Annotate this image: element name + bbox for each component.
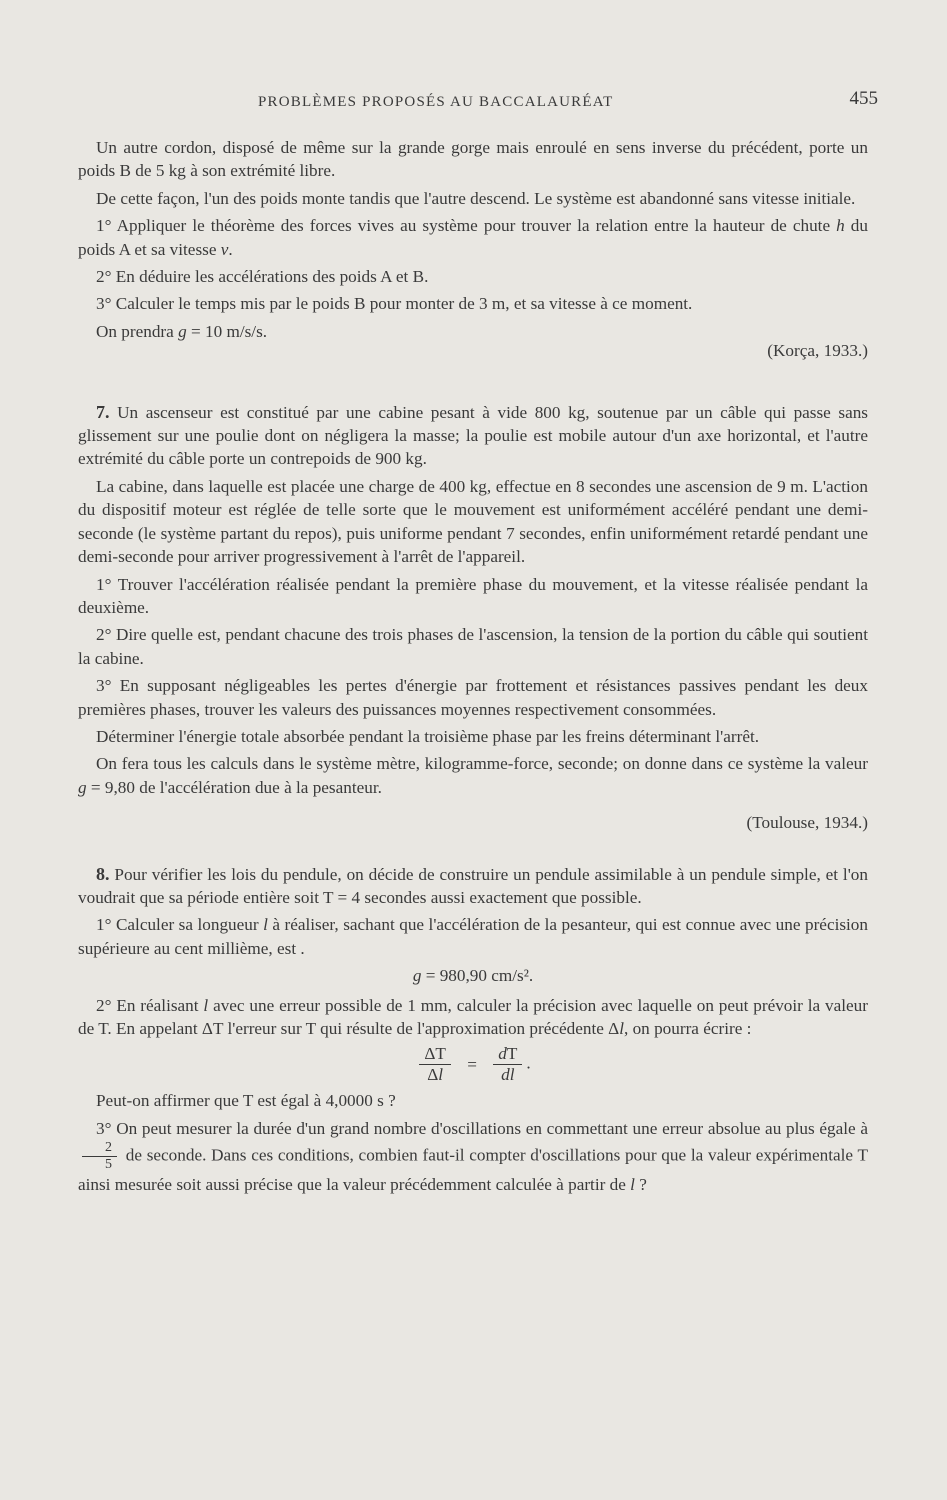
problem-8-number: 8. [96, 863, 110, 884]
problem-8-question-2b: Peut-on affirmer que T est égal à 4,0000 s ? [96, 1091, 396, 1111]
gravity-equation: g = 980,90 cm/s². [412, 966, 534, 986]
problem-8-question-3: 3° On peut mesurer la durée d'un grand nombre d'oscillations en commettant une erreur absolue au plus égale à $\frac{2}{5}$ de seconde. Dans ces conditions, combien faut-il compter d'oscillations pour que la valeur expérimentale T ainsi mesurée soit aussi précise que la valeur précédemment calculée à partir de l ? [78, 1118, 868, 1195]
problem-7-intro: 7. Un ascenseur est constitué par une cabine pesant à vide 800 kg, soutenue par un câble qui passe sans glissement sur une poulie dont on négligera la masse; la poulie est mobile autour d'un axe horizontal, et l'autre extrémité du câble porte un contrepoids de 900 kg. [78, 401, 868, 469]
prev-question-1: 1° Appliquer le théorème des forces vives au système pour trouver la relation entre la hauteur de chute h du poids A et sa vitesse v. [78, 216, 868, 259]
fraction-delta-t-over-delta-l: $\frac{\Delta T}{\Delta l}$ [419, 1044, 451, 1085]
prev-question-2: 2° En déduire les accélérations des poids A et B. [96, 267, 429, 287]
fraction-dt-over-dl: $\frac{dT}{dl}$ [493, 1044, 522, 1085]
problem-7-paragraph-6: Déterminer l'énergie totale absorbée pendant la troisième phase par les freins déterminant l'arrêt. [96, 726, 760, 746]
page-header [258, 88, 878, 118]
page-body [78, 136, 868, 1201]
fraction-two-fifths: $\frac{2}{5}$ [82, 1140, 117, 1173]
problem-7-paragraph-7: On fera tous les calculs dans le système mètre, kilogramme-force, seconde; on donne dans ce système la valeur g = 9,80 de l'accélération due à la pesanteur. [78, 754, 868, 797]
prev-question-3: 3° Calculer le temps mis par le poids B pour monter de 3 m, et sa vitesse à ce moment. [96, 294, 693, 314]
problem-8-intro: 8. Pour vérifier les lois du pendule, on décide de construire un pendule assimilable à un pendule simple, et l'on voudrait que sa période entière soit T = 4 secondes aussi exactement que possible. [78, 863, 868, 907]
prev-given-value: On prendra g = 10 m/s/s. [96, 321, 268, 341]
problem-7-number: 7. [96, 401, 110, 422]
page-number: 455 [849, 88, 878, 109]
prev-paragraph-2: De cette façon, l'un des poids monte tandis que l'autre descend. Le système est abandonné sans vitesse initiale. [96, 188, 856, 208]
problem-7-question-2: 2° Dire quelle est, pendant chacune des trois phases de l'ascension, la tension de la portion du câble qui soutient la cabine. [78, 625, 868, 668]
problem-8-question-1: 1° Calculer sa longueur l à réaliser, sachant que l'accélération de la pesanteur, qui est connue avec une précision supérieure au cent millième, est . [78, 915, 868, 958]
prev-source: (Korça, 1933.) [767, 341, 868, 361]
error-ratio-formula: $\frac{\Delta T}{\Delta l}$ = $\frac{dT}{dl}$ . [78, 1044, 868, 1085]
running-title: PROBLÈMES PROPOSÉS AU BACCALAURÉAT [258, 94, 614, 110]
problem-8-question-2: 2° En réalisant l avec une erreur possible de 1 mm, calculer la précision avec laquelle on peut prévoir la valeur de T. En appelant ΔT l'erreur sur T qui résulte de l'approximation précédente Δl, on pourra écrire : [78, 995, 868, 1038]
problem-7-source: (Toulouse, 1934.) [746, 813, 868, 833]
problem-7-question-3: 3° En supposant négligeables les pertes d'énergie par frottement et résistances passives pendant les deux premières phases, trouver les valeurs des puissances moyennes respectivement consommées. [78, 676, 868, 719]
problem-7-paragraph-2: La cabine, dans laquelle est placée une charge de 400 kg, effectue en 8 secondes une ascension de 9 m. L'action du dispositif moteur est réglée de telle sorte que le mouvement est uniformément accéléré pendant une demi-seconde (le système partant du repos), puis uniforme pendant 7 secondes, enfin uniformément retardé pendant une demi-seconde pour arriver progressivement à l'arrêt de l'appareil. [78, 476, 868, 567]
prev-paragraph-1: Un autre cordon, disposé de même sur la grande gorge mais enroulé en sens inverse du précédent, porte un poids B de 5 kg à son extrémité libre. [78, 138, 868, 181]
problem-7-question-1: 1° Trouver l'accélération réalisée pendant la première phase du mouvement, et la vitesse réalisée pendant la deuxième. [78, 574, 868, 617]
